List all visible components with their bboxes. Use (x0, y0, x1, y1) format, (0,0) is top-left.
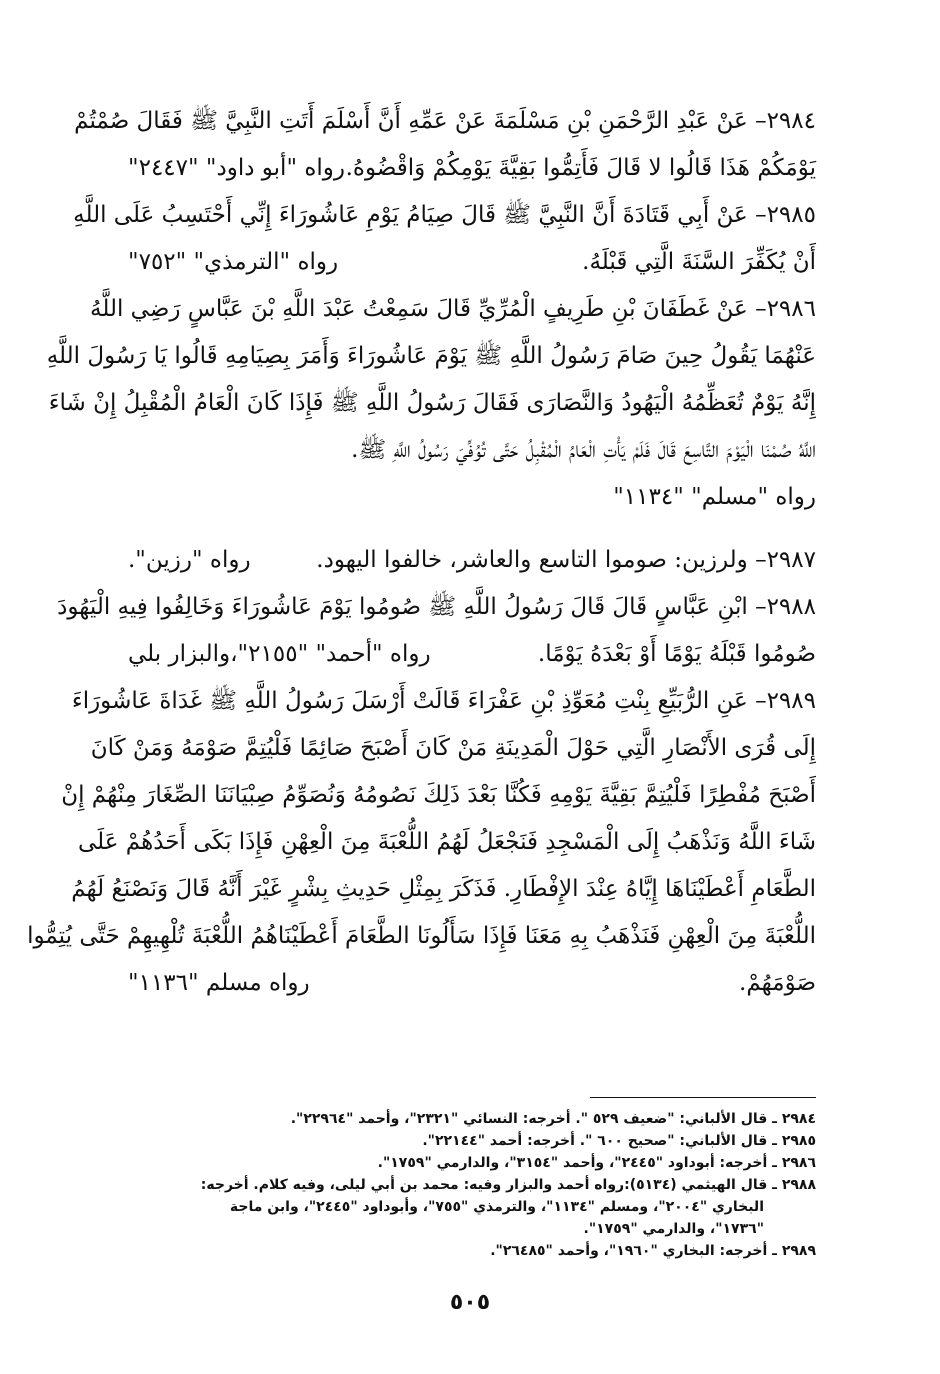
hadith-2989-line-6: اللُّعْبَةَ مِنَ الْعِهْنِ فَنَذْهَبُ بِهِ مَعَنَا فَإِذَا سَأَلُونَا الطَّعَامَ أَعْطَيْنَاهُمُ اللُّعْبَةَ تُلْهِيهِمْ حَتَّى يُتِمُّوا (27, 923, 816, 949)
hadith-2984-reference: رواه "أبو داود" "٢٤٤٧" (128, 155, 345, 181)
hadith-2984-text: يَوْمَكُمْ هَذَا قَالُوا لا قَالَ فَأَتِمُّوا بَقِيَّةَ يَوْمِكُمْ وَاقْضُوهُ. (345, 155, 816, 181)
footnote-2988-continued: البخاري "٢٠٠٤"، ومسلم "١١٣٤"، والترمذي "٧٥٥"، وأبوداود "٢٤٤٥"، وابن ماجة (229, 1199, 764, 1215)
footnote-2988-continued-2: "١٧٣٦"، والدارمي "١٧٥٩". (583, 1221, 764, 1237)
hadith-2987-line-1 (128, 537, 816, 584)
hadith-2984-line-2 (128, 145, 816, 192)
hadith-2988-reference: رواه "أحمد" "٢١٥٥"،والبزار بلي (128, 641, 431, 667)
hadith-2986-line-3: إِنَّهُ يَوْمٌ تُعَظِّمُهُ الْيَهُودُ وَالنَّصَارَى فَقَالَ رَسُولُ اللَّهِ ﷺ فَإِذَا كَانَ الْعَامُ الْمُقْبِلُ إِنْ شَاءَ (48, 390, 816, 416)
footnote-2988: ٢٩٨٨ ـ قال الهيثمي (٥١٣٤):رواه أحمد والبزار وفيه: محمد بن أبي ليلى، وفيه كلام. أخرجه: (200, 1177, 816, 1193)
footnote-2984: ٢٩٨٤ ـ قال الألباني: "ضعيف ٥٢٩ ". أخرجه: النسائي "٢٣٢١"، وأحمد "٢٢٩٦٤". (290, 1111, 816, 1127)
hadith-2986-reference: رواه "مسلم" "١١٣٤" (613, 484, 816, 510)
hadith-2987-text: ٢٩٨٧– ولرزين: صوموا التاسع والعاشر، خالفوا اليهود. (316, 547, 816, 573)
hadith-2985-line-1: ٢٩٨٥– عَنْ أَبِي قَتَادَةَ أَنَّ النَّبِيَّ ﷺ قَالَ صِيَامُ يَوْمِ عَاشُورَاءَ إِنِّي أَحْتَسِبُ عَلَى اللَّهِ (73, 202, 816, 228)
footnote-divider (590, 1097, 816, 1098)
footnote-2986: ٢٩٨٦ ـ أخرجه: أبوداود "٢٤٤٥"، وأحمد "٣١٥٤"، والدارمي "١٧٥٩". (377, 1155, 816, 1171)
hadith-2985-line-2 (128, 239, 816, 286)
footnotes (128, 1108, 816, 1262)
hadith-2986-line-4: اللَّهُ صُمْنَا الْيَوْمَ التَّاسِعَ قَالَ فَلَمْ يَأْتِ الْعَامُ الْمُقْبِلُ حَتَّى تُوُفِّيَ رَسُولُ اللَّهِ ﷺ. (351, 437, 816, 463)
hadith-2989-line-3: أَصْبَحَ مُفْطِرًا فَلْيُتِمَّ بَقِيَّةَ يَوْمِهِ فَكُنَّا بَعْدَ ذَلِكَ نَصُومُهُ وَنُصَوِّمُ صِبْيَانَنَا الصِّغَارَ مِنْهُمْ إِنْ (61, 782, 816, 808)
page-number: ٥٠٥ (449, 1290, 491, 1315)
hadith-2987-reference: رواه "رزين". (128, 547, 251, 573)
hadith-2986-line-1: ٢٩٨٦– عَنْ غَطَفَانَ بْنِ طَرِيفٍ الْمُرِّيِّ قَالَ سَمِعْتُ عَبْدَ اللَّهِ بْنَ عَبَّاسٍ رَضِي اللَّهُ (90, 296, 816, 322)
hadith-2985-text: أَنْ يُكَفِّرَ السَّنَةَ الَّتِي قَبْلَهُ. (582, 249, 816, 275)
spacer (128, 521, 816, 537)
hadith-2989-line-4: شَاءَ اللَّهُ وَنَذْهَبُ إِلَى الْمَسْجِدِ فَنَجْعَلُ لَهُمُ اللُّعْبَةَ مِنَ الْعِهْنِ فَإِذَا بَكَى أَحَدُهُمْ عَلَى (77, 829, 816, 855)
hadith-text-block (27, 98, 816, 1007)
hadith-2988-line-2 (128, 631, 816, 678)
hadith-2989-line-5: الطَّعَامِ أَعْطَيْنَاهَا إِيَّاهُ عِنْدَ الإِفْطَارِ. فَذَكَرَ بِمِثْلِ حَدِيثِ بِشْرٍ غَيْرَ أَنَّهُ قَالَ وَنَصْنَعُ لَهُمُ (71, 876, 816, 902)
hadith-2985-reference: رواه "الترمذي" "٧٥٢" (128, 249, 339, 275)
hadith-2989-line-7 (128, 960, 816, 1007)
hadith-2988-text: صُومُوا قَبْلَهُ يَوْمًا أَوْ بَعْدَهُ يَوْمًا. (537, 641, 816, 667)
hadith-2984-line-1: ٢٩٨٤– عَنْ عَبْدِ الرَّحْمَنِ بْنِ مَسْلَمَةَ عَنْ عَمِّهِ أَنَّ أَسْلَمَ أَتَتِ النَّبِيَّ ﷺ فَقَالَ صُمْتُمْ (74, 108, 816, 134)
hadith-2989-line-1: ٢٩٨٩– عَنِ الرُّبَيِّعِ بِنْتِ مُعَوِّذِ بْنِ عَفْرَاءَ قَالَتْ أَرْسَلَ رَسُولُ اللَّهِ ﷺ غَدَاةَ عَاشُورَاءَ (71, 688, 816, 714)
hadith-2989-reference: رواه مسلم "١١٣٦" (128, 970, 310, 996)
footnote-2985: ٢٩٨٥ ـ قال الألباني: "صحيح ٦٠٠ ". أخرجه: أحمد "٢٢١٤٤". (422, 1133, 816, 1149)
footnote-2989: ٢٩٨٩ ـ أخرجه: البخاري "١٩٦٠"، وأحمد "٢٦٤٨٥". (490, 1243, 816, 1259)
hadith-2986-line-2: عَنْهُمَا يَقُولُ حِينَ صَامَ رَسُولُ اللَّهِ ﷺ يَوْمَ عَاشُورَاءَ وَأَمَرَ بِصِيَامِهِ قَالُوا يَا رَسُولَ اللَّهِ (46, 343, 816, 369)
hadith-2989-line-2: إِلَى قُرَى الأَنْصَارِ الَّتِي حَوْلَ الْمَدِينَةِ مَنْ كَانَ أَصْبَحَ صَائِمًا فَلْيُتِمَّ صَوْمَهُ وَمَنْ كَانَ (90, 735, 816, 761)
hadith-2989-text: صَوْمَهُمْ. (739, 970, 816, 996)
hadith-2988-line-1: ٢٩٨٨– ابْنِ عَبَّاسٍ قَالَ قَالَ رَسُولُ اللَّهِ ﷺ صُومُوا يَوْمَ عَاشُورَاءَ وَخَالِفُوا فِيهِ الْيَهُودَ (57, 594, 816, 620)
